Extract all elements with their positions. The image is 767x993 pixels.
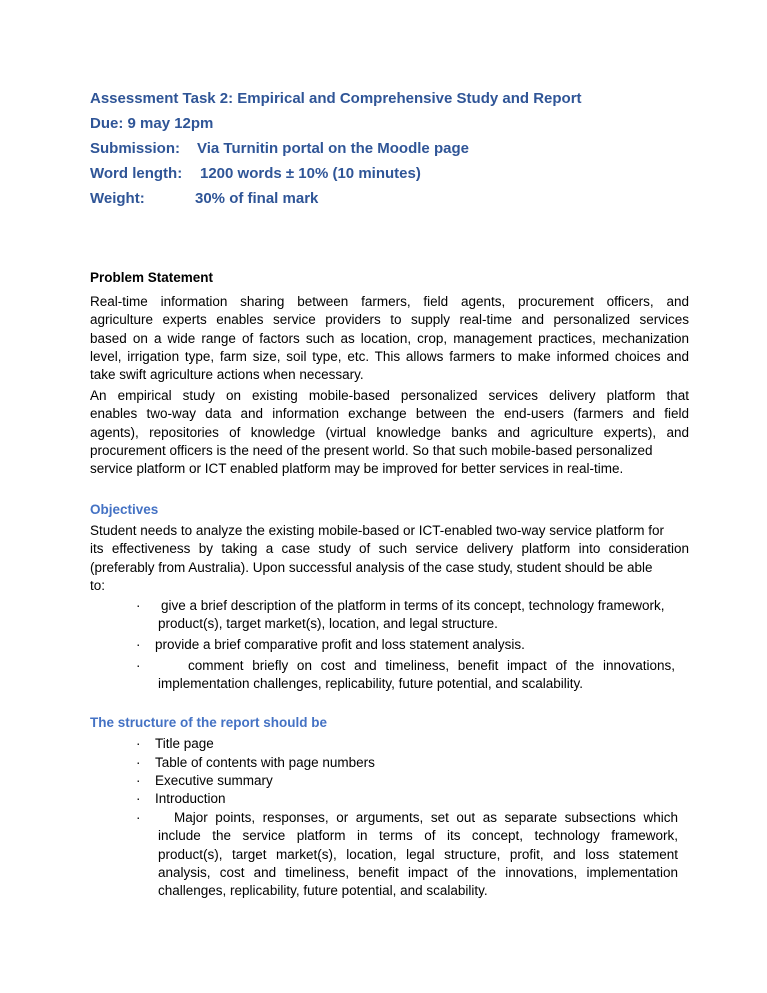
bullet-icon: · (136, 791, 141, 806)
paragraph-line: level, irrigation type, farm size, soil type, etc. This allows farmers to make informed choices and (90, 348, 689, 364)
structure-item (136, 790, 675, 808)
objectives-heading: Objectives (90, 502, 159, 517)
structure-item (136, 754, 675, 772)
paragraph-line: (preferably from Australia). Upon successful analysis of the case study, student should be able (90, 559, 653, 575)
list-item-line: Introduction (155, 791, 226, 806)
list-item-line: Major points, responses, or arguments, set out as separate subsections which (174, 810, 678, 825)
structure-item-major-points (136, 809, 678, 900)
paragraph-line: Student needs to analyze the existing mobile-based or ICT-enabled two-way service platform for (90, 523, 665, 538)
word-length-label: Word length: (90, 165, 183, 182)
paragraph-line: procurement officers is the need of the present world. So that such mobile-based personalized (90, 442, 653, 458)
objective-item (136, 597, 677, 634)
structure-heading: The structure of the report should be (90, 715, 328, 730)
problem-statement-paragraph-2 (90, 387, 689, 478)
objectives-intro (90, 522, 689, 595)
weight-line (90, 190, 318, 207)
list-item-line: challenges, replicability, future potential, and scalability. (158, 883, 488, 899)
list-item-line: product(s), target market(s), location, and legal structure. (158, 616, 498, 632)
paragraph-line: An empirical study on existing mobile-based personalized services delivery platform that (90, 388, 689, 403)
paragraph-line: agents), repositories of knowledge (virtual knowledge banks and agriculture experts), and (90, 424, 689, 440)
assessment-title: Assessment Task 2: Empirical and Comprehensive Study and Report (90, 90, 582, 107)
paragraph-line: take swift agriculture actions when necessary. (90, 367, 364, 383)
word-length-value: 1200 words ± 10% (10 minutes) (200, 165, 421, 182)
paragraph-line: to: (90, 577, 106, 593)
bullet-icon: · (136, 773, 141, 788)
submission-line (90, 140, 469, 157)
list-item-line: Table of contents with page numbers (155, 755, 375, 770)
objective-item (136, 657, 675, 694)
bullet-icon: · (136, 658, 141, 673)
weight-value: 30% of final mark (195, 190, 319, 207)
list-item-line: Title page (155, 736, 214, 751)
paragraph-line: Real-time information sharing between farmers, field agents, procurement officers, and (90, 294, 689, 309)
list-item-line: product(s), target market(s), location, legal structure, profit, and loss statement (158, 846, 678, 862)
list-item-line: include the service platform in terms of its concept, technology framework, (158, 828, 678, 844)
weight-label: Weight: (90, 190, 145, 207)
submission-label: Submission: (90, 140, 181, 157)
list-item-line: give a brief description of the platform in terms of its concept, technology framework, (161, 598, 665, 613)
bullet-icon: · (136, 736, 141, 751)
list-item-line: provide a brief comparative profit and loss statement analysis. (155, 637, 525, 652)
paragraph-line: its effectiveness by taking a case study of such service delivery platform into consideration (90, 541, 689, 557)
paragraph-line: enables two-way data and information exchange between the end-users (farmers and field (90, 406, 689, 422)
list-item-line: comment briefly on cost and timeliness, benefit impact of the innovations, (188, 658, 675, 673)
list-item-line: Executive summary (155, 773, 273, 788)
submission-value: Via Turnitin portal on the Moodle page (197, 140, 469, 157)
bullet-icon: · (136, 637, 141, 652)
problem-statement-heading: Problem Statement (90, 270, 214, 285)
structure-item (136, 735, 675, 753)
problem-statement-paragraph-1 (90, 293, 689, 384)
paragraph-line: based on a wide range of factors such as location, crop, management practices, mechanization (90, 330, 689, 346)
list-item-line: implementation challenges, replicability, future potential, and scalability. (158, 676, 583, 692)
objective-item (136, 636, 675, 654)
bullet-icon: · (136, 810, 141, 825)
bullet-icon: · (136, 755, 141, 770)
paragraph-line: service platform or ICT enabled platform may be improved for better services in real-time. (90, 461, 624, 477)
bullet-icon: · (136, 598, 141, 613)
list-item-line: analysis, cost and timeliness, benefit impact of the innovations, implementation (158, 864, 678, 880)
due-date: Due: 9 may 12pm (90, 115, 214, 132)
paragraph-line: agriculture experts enables service providers to supply real-time and personalized services (90, 312, 689, 328)
structure-item (136, 772, 675, 790)
word-length-line (90, 165, 421, 182)
